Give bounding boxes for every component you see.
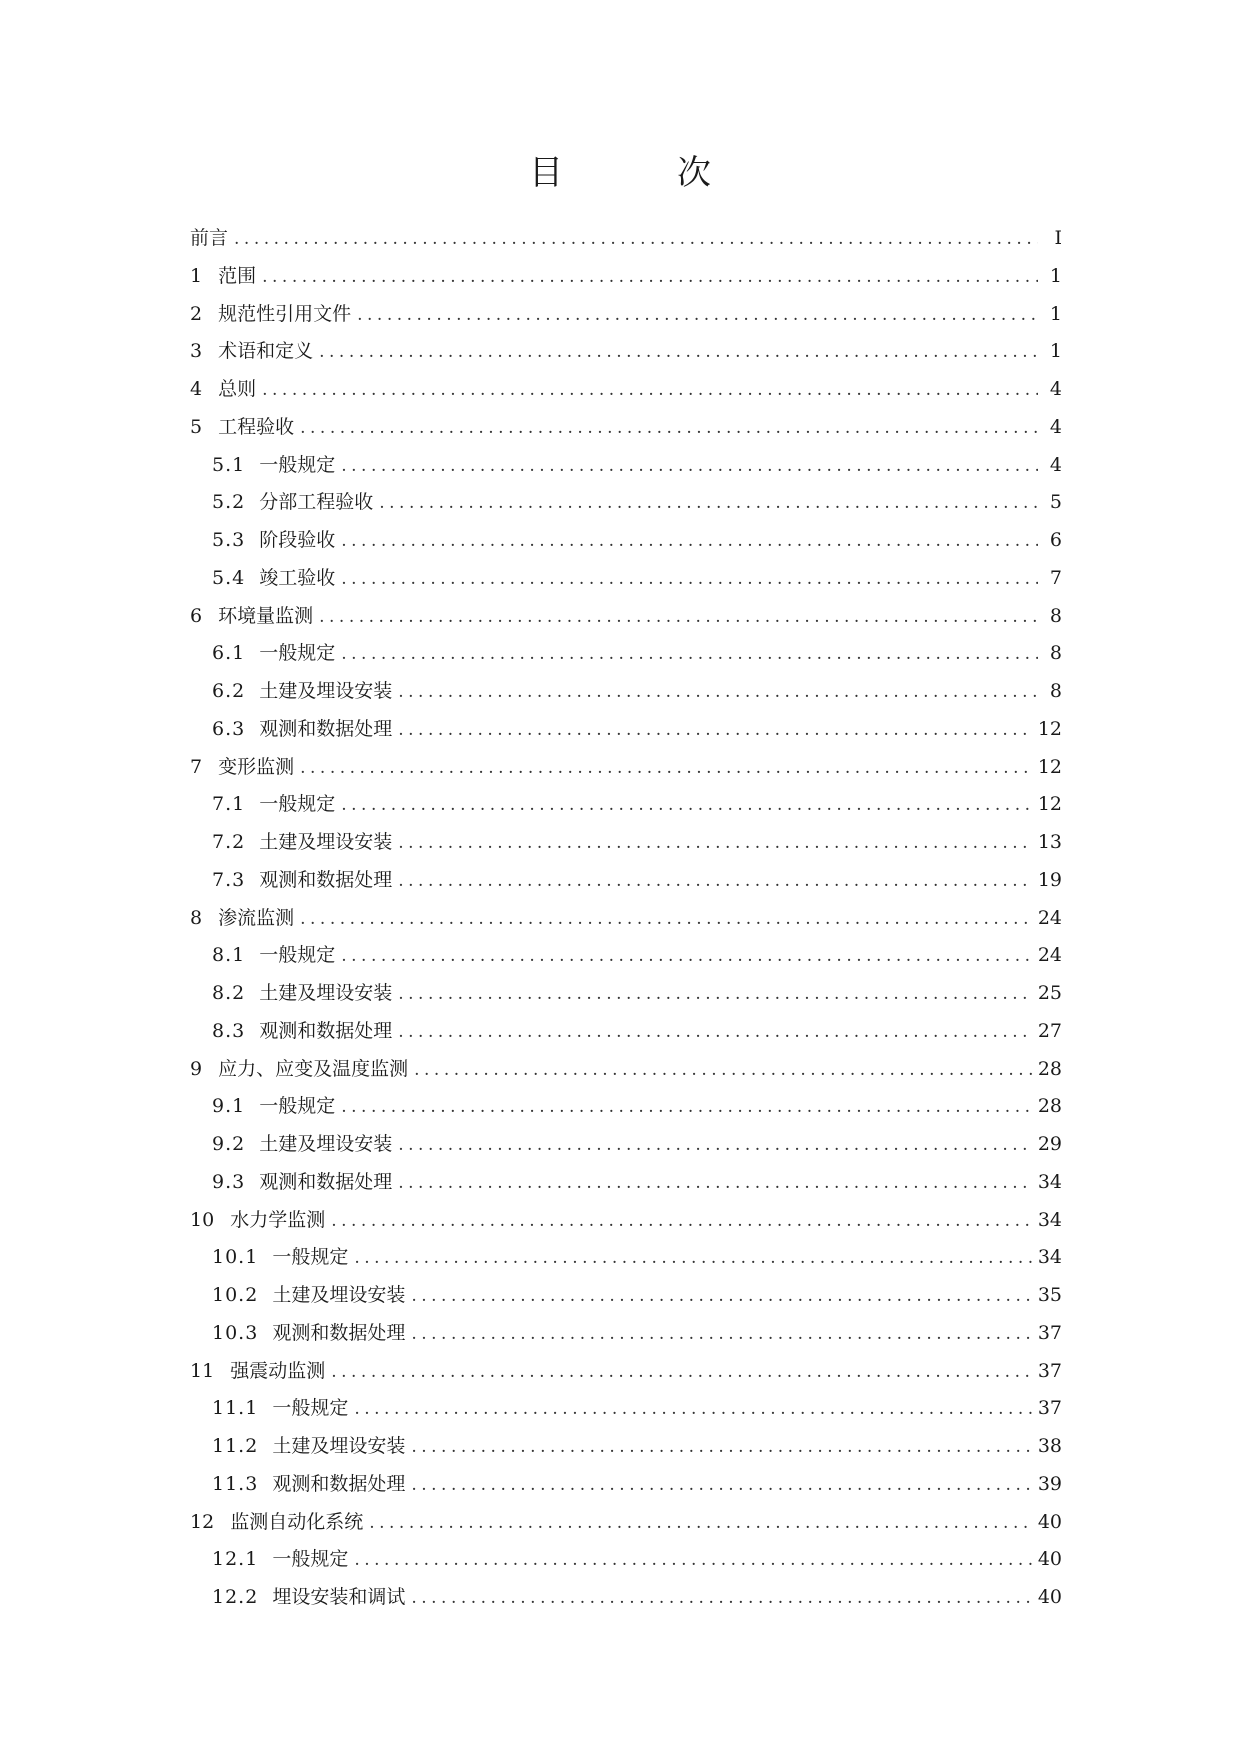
toc-entry[interactable] (190, 937, 1062, 975)
toc-entry-number: 5.4 (212, 566, 246, 589)
toc-entry[interactable] (190, 220, 1062, 258)
toc-entry-title (190, 900, 294, 938)
toc-entry[interactable] (190, 824, 1062, 862)
toc-entry-title (190, 1315, 405, 1353)
toc-entry-title (190, 560, 335, 598)
toc-entry-number: 11.1 (212, 1397, 259, 1420)
toc-entry-number: 10.2 (212, 1284, 259, 1306)
toc-dot-leader (398, 712, 1032, 750)
toc-entry[interactable] (190, 522, 1062, 560)
toc-entry-label: 应力、应变及温度监测 (218, 1057, 409, 1080)
toc-entry-title (190, 220, 228, 258)
toc-entry-number: 12 (190, 1510, 215, 1533)
toc-dot-leader (262, 372, 1038, 410)
toc-dot-leader (300, 410, 1038, 448)
toc-page-number: 1 (1049, 302, 1062, 325)
toc-dot-leader (354, 1240, 1031, 1278)
toc-entry-title (190, 975, 392, 1013)
toc-entry-label: 观测和数据处理 (272, 1321, 406, 1344)
toc-page-number: 4 (1049, 378, 1062, 400)
toc-dot-leader (341, 938, 1032, 976)
toc-entry-label: 观测和数据处理 (259, 868, 393, 891)
toc-entry-number: 8.3 (212, 1019, 246, 1042)
toc-entry-title (190, 749, 294, 787)
toc-page-number: 5 (1049, 491, 1062, 514)
toc-page-number: 7 (1049, 566, 1062, 589)
toc-entry-label: 一般规定 (259, 453, 336, 476)
toc-entry-title (190, 1353, 325, 1391)
toc-page-number: 25 (1037, 982, 1062, 1004)
toc-entry[interactable] (190, 1202, 1062, 1240)
toc-entry[interactable] (190, 560, 1062, 598)
toc-page-number: 28 (1037, 1095, 1062, 1118)
toc-dot-leader (341, 1089, 1032, 1127)
toc-entry-title (190, 409, 294, 447)
toc-dot-leader (411, 1316, 1031, 1354)
toc-entry-label: 土建及埋设安装 (259, 1133, 393, 1155)
toc-dot-leader (234, 221, 1038, 259)
toc-page-number: 4 (1049, 415, 1062, 438)
toc-dot-leader (398, 1165, 1032, 1203)
toc-entry[interactable] (190, 1466, 1062, 1504)
toc-entry-number: 8.1 (212, 944, 246, 967)
toc-entry[interactable] (190, 1315, 1062, 1353)
toc-entry-title (190, 333, 313, 371)
toc-entry-label: 一般规定 (259, 793, 336, 816)
toc-entry-title (190, 1277, 405, 1315)
toc-dot-leader (319, 334, 1038, 372)
toc-entry-title (190, 1428, 405, 1466)
toc-dot-leader (411, 1429, 1031, 1467)
toc-entry-number: 5.2 (212, 491, 246, 514)
toc-dot-leader (398, 863, 1032, 901)
toc-entry-number: 3 (190, 340, 203, 363)
toc-entry[interactable] (190, 296, 1062, 334)
toc-entry-number: 9.1 (212, 1095, 246, 1118)
toc-page-number: 8 (1049, 680, 1062, 702)
toc-entry[interactable] (190, 673, 1062, 711)
toc-entry-label: 观测和数据处理 (259, 717, 393, 740)
toc-entry[interactable] (190, 635, 1062, 673)
toc-entry-number: 10.1 (212, 1246, 259, 1269)
toc-entry[interactable] (190, 711, 1062, 749)
toc-entry-title (190, 598, 313, 636)
toc-entry-label: 监测自动化系统 (230, 1510, 364, 1533)
toc-entry[interactable] (190, 1277, 1062, 1315)
toc-entry-label: 土建及埋设安装 (259, 982, 393, 1004)
toc-page-number: 40 (1037, 1510, 1062, 1533)
toc-entry-label: 规范性引用文件 (218, 302, 352, 325)
toc-entry-number: 7.2 (212, 831, 246, 853)
toc-entry-label: 水力学监测 (230, 1208, 326, 1231)
toc-entry-number: 6.1 (212, 642, 246, 665)
toc-dot-leader (300, 901, 1032, 939)
toc-entry-title (190, 635, 335, 673)
toc-entry[interactable] (190, 409, 1062, 447)
toc-entry[interactable] (190, 1428, 1062, 1466)
toc-page-number: 8 (1049, 642, 1062, 665)
toc-entry-title (190, 1051, 408, 1089)
toc-page-number: 40 (1037, 1548, 1062, 1571)
toc-entry-label: 强震动监测 (230, 1359, 326, 1382)
toc-entry-number: 5.3 (212, 529, 246, 551)
toc-entry[interactable] (190, 598, 1062, 636)
toc-entry-title (190, 862, 392, 900)
toc-page-number: 34 (1037, 1246, 1062, 1269)
toc-entry-label: 总则 (218, 378, 257, 400)
toc-entry-label: 土建及埋设安装 (259, 831, 393, 853)
toc-page-number: 24 (1037, 944, 1062, 967)
toc-dot-leader (341, 523, 1038, 561)
toc-entry-title (190, 1239, 348, 1277)
toc-entry[interactable] (190, 1088, 1062, 1126)
toc-page-number: 24 (1037, 906, 1062, 929)
toc-dot-leader (300, 750, 1032, 788)
toc-entry-number: 9.3 (212, 1170, 246, 1193)
toc-entry[interactable] (190, 447, 1062, 485)
toc-entry-label: 一般规定 (259, 944, 336, 967)
toc-entry-number: 6 (190, 604, 203, 627)
toc-entry-title (190, 1013, 392, 1051)
toc-page-number: 34 (1037, 1208, 1062, 1231)
toc-entry-label: 范围 (218, 264, 257, 287)
toc-entry-label: 土建及埋设安装 (272, 1435, 406, 1457)
toc-dot-leader (379, 485, 1038, 523)
toc-entry[interactable] (190, 1126, 1062, 1164)
toc-page-number: I (1054, 227, 1062, 249)
toc-entry-label: 一般规定 (259, 1095, 336, 1118)
toc-page-number: 4 (1049, 453, 1062, 476)
toc-entry[interactable] (190, 333, 1062, 371)
toc-entry-number: 12.2 (212, 1586, 259, 1608)
toc-entry-number: 10.3 (212, 1321, 259, 1344)
toc-entry-title (190, 1541, 348, 1579)
toc-page-number: 1 (1049, 264, 1062, 287)
toc-page-number: 12 (1037, 793, 1062, 816)
toc-dot-leader (319, 599, 1038, 637)
toc-dot-leader (354, 1391, 1031, 1429)
toc-page-number: 12 (1037, 717, 1062, 740)
toc-entry[interactable] (190, 258, 1062, 296)
toc-entry-number: 11.2 (212, 1435, 259, 1457)
toc-page-number: 40 (1037, 1586, 1062, 1608)
toc-page-number: 6 (1049, 529, 1062, 551)
toc-dot-leader (331, 1203, 1032, 1241)
toc-entry[interactable] (190, 975, 1062, 1013)
toc-page-number: 19 (1037, 868, 1062, 891)
toc-dot-leader (411, 1580, 1031, 1618)
toc-dot-leader (357, 297, 1038, 335)
toc-entry[interactable] (190, 1051, 1062, 1089)
toc-dot-leader (398, 674, 1038, 712)
toc-entry-label: 土建及埋设安装 (272, 1284, 406, 1306)
toc-dot-leader (398, 1014, 1032, 1052)
toc-entry-title (190, 1126, 392, 1164)
toc-entry-title (190, 296, 351, 334)
toc-dot-leader (354, 1542, 1031, 1580)
toc-page-number: 8 (1049, 604, 1062, 627)
toc-entry-number: 7.3 (212, 868, 246, 891)
toc-entry[interactable] (190, 1504, 1062, 1542)
toc-dot-leader (341, 636, 1038, 674)
toc-dot-leader (369, 1505, 1032, 1543)
toc-page-number: 37 (1037, 1359, 1062, 1382)
page-title: 目 次 (529, 153, 751, 193)
toc-entry-number: 10 (190, 1208, 215, 1231)
toc-entry[interactable] (190, 1013, 1062, 1051)
toc-page-number: 37 (1037, 1321, 1062, 1344)
toc-dot-leader (411, 1467, 1031, 1505)
toc-dot-leader (414, 1052, 1032, 1090)
toc-entry-number: 7.1 (212, 793, 246, 816)
toc-entry[interactable] (190, 484, 1062, 522)
toc-page-number: 13 (1037, 831, 1062, 853)
toc-entry[interactable] (190, 1579, 1062, 1617)
toc-entry-title (190, 1466, 405, 1504)
toc-entry-number: 5.1 (212, 453, 246, 476)
toc-page-number: 28 (1037, 1057, 1062, 1080)
toc-entry-label: 观测和数据处理 (272, 1472, 406, 1495)
toc-entry-number: 4 (190, 378, 203, 400)
toc-entry[interactable] (190, 900, 1062, 938)
toc-entry-title (190, 1202, 325, 1240)
toc-entry-label: 阶段验收 (259, 529, 336, 551)
toc-dot-leader (398, 976, 1032, 1014)
toc-entry-title (190, 522, 335, 560)
toc-entry-label: 观测和数据处理 (259, 1170, 393, 1193)
toc-entry[interactable] (190, 749, 1062, 787)
toc-entry[interactable] (190, 1239, 1062, 1277)
toc-entry-number: 7 (190, 755, 203, 778)
toc-page-number: 38 (1037, 1435, 1062, 1457)
toc-entry[interactable] (190, 1541, 1062, 1579)
toc-dot-leader (341, 561, 1038, 599)
toc-entry-title (190, 673, 392, 711)
toc-dot-leader (411, 1278, 1031, 1316)
toc-page-number: 39 (1037, 1472, 1062, 1495)
toc-entry-number: 1 (190, 264, 203, 287)
toc-page-number: 27 (1037, 1019, 1062, 1042)
toc-entry-number: 11 (190, 1359, 215, 1382)
toc-dot-leader (398, 1127, 1032, 1165)
toc-page-number: 29 (1037, 1133, 1062, 1155)
toc-entry-label: 变形监测 (218, 755, 295, 778)
toc-entry[interactable] (190, 1353, 1062, 1391)
toc-page-number: 12 (1037, 755, 1062, 778)
toc-entry-label: 工程验收 (218, 415, 295, 438)
toc-entry-number: 11.3 (212, 1472, 259, 1495)
toc-entry-number: 9.2 (212, 1133, 246, 1155)
toc-entry-number: 8 (190, 906, 203, 929)
toc-entry-label: 术语和定义 (218, 340, 314, 363)
toc-dot-leader (398, 825, 1032, 863)
toc-entry-label: 土建及埋设安装 (259, 680, 393, 702)
toc-entry-number: 6.3 (212, 717, 246, 740)
toc-page-number: 34 (1037, 1170, 1062, 1193)
toc-page-number: 35 (1037, 1284, 1062, 1306)
toc-entry-title (190, 786, 335, 824)
toc-dot-leader (341, 787, 1032, 825)
toc-entry-title (190, 1164, 392, 1202)
toc-entry[interactable] (190, 1390, 1062, 1428)
toc-entry-title (190, 371, 256, 409)
toc-page-number: 1 (1049, 340, 1062, 363)
toc-entry-label: 环境量监测 (218, 604, 314, 627)
toc-entry[interactable] (190, 862, 1062, 900)
toc-entry-title (190, 824, 392, 862)
toc-entry-label: 前言 (190, 227, 229, 249)
toc-entry-number: 2 (190, 302, 203, 325)
toc-entry-label: 一般规定 (272, 1246, 349, 1269)
toc-entry-label: 埋设安装和调试 (272, 1586, 406, 1608)
toc-entry-title (190, 1390, 348, 1428)
toc-entry-title (190, 258, 256, 296)
toc-entry-number: 6.2 (212, 680, 246, 702)
toc-entry-number: 8.2 (212, 982, 246, 1004)
toc-dot-leader (341, 448, 1038, 486)
toc-entry-label: 一般规定 (272, 1397, 349, 1420)
toc-page-number: 37 (1037, 1397, 1062, 1420)
toc-entry-number: 12.1 (212, 1548, 259, 1571)
toc-entry-label: 观测和数据处理 (259, 1019, 393, 1042)
toc-entry[interactable] (190, 786, 1062, 824)
toc-entry[interactable] (190, 1164, 1062, 1202)
toc-entry-number: 5 (190, 415, 203, 438)
toc-entry-title (190, 1504, 363, 1542)
toc-entry-number: 9 (190, 1057, 203, 1080)
toc-entry-title (190, 1579, 405, 1617)
toc-dot-leader (262, 259, 1038, 297)
toc-entry-label: 竣工验收 (259, 566, 336, 589)
toc-entry-label: 一般规定 (259, 642, 336, 665)
table-of-contents (190, 220, 1062, 1617)
toc-entry-label: 分部工程验收 (259, 491, 374, 514)
toc-entry-title (190, 937, 335, 975)
toc-entry-title (190, 1088, 335, 1126)
toc-entry-label: 一般规定 (272, 1548, 349, 1571)
toc-dot-leader (331, 1354, 1032, 1392)
toc-entry[interactable] (190, 371, 1062, 409)
toc-entry-title (190, 711, 392, 749)
toc-entry-label: 渗流监测 (218, 906, 295, 929)
toc-entry-title (190, 484, 373, 522)
toc-entry-title (190, 447, 335, 485)
